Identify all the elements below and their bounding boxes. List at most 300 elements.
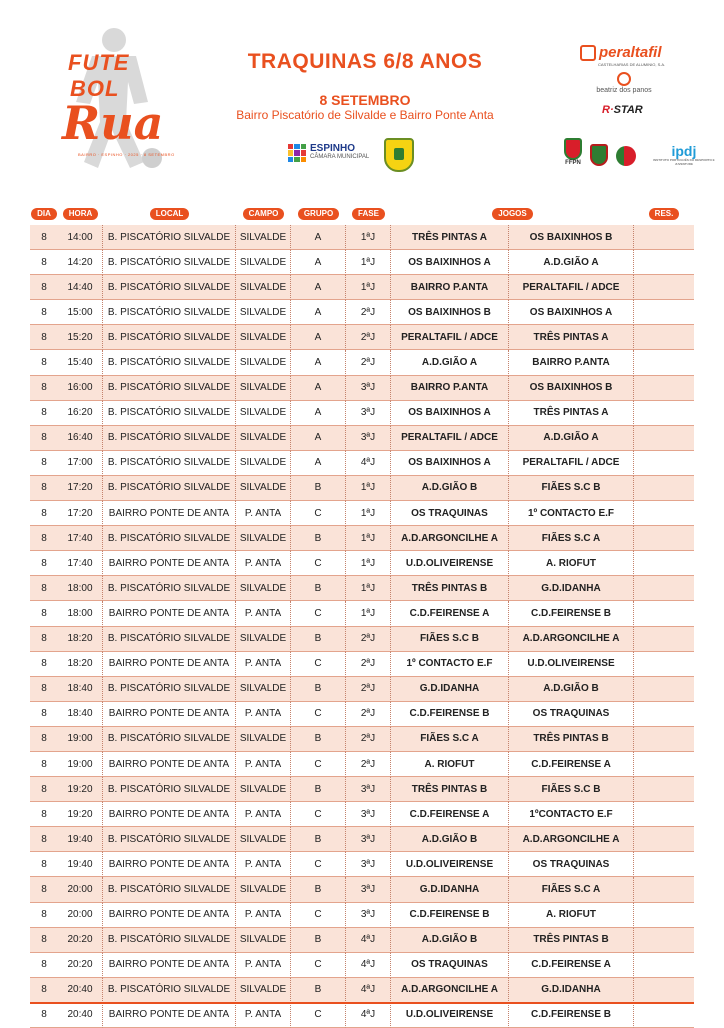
cell-hora: 20:00 <box>58 877 103 902</box>
cell-grupo: A <box>291 300 346 325</box>
cell-campo: SILVALDE <box>236 451 291 476</box>
cell-fase: 4ªJ <box>346 1003 391 1028</box>
cell-grupo: B <box>291 877 346 902</box>
cell-dia: 8 <box>30 426 58 451</box>
fixtures-table <box>30 203 694 1028</box>
cell-dia: 8 <box>30 476 58 501</box>
cell-local: B. PISCATÓRIO SILVALDE <box>103 275 236 300</box>
cell-hora: 14:40 <box>58 275 103 300</box>
cell-local: B. PISCATÓRIO SILVALDE <box>103 677 236 702</box>
cell-fase: 1ªJ <box>346 601 391 626</box>
cell-dia: 8 <box>30 627 58 652</box>
cell-dia: 8 <box>30 300 58 325</box>
cell-dia: 8 <box>30 877 58 902</box>
cell-result <box>634 350 694 375</box>
cell-fase: 2ªJ <box>346 727 391 752</box>
cell-away-team: A. RIOFUT <box>509 903 634 928</box>
cell-result <box>634 225 694 250</box>
cell-home-team: C.D.FEIRENSE A <box>391 601 509 626</box>
cell-fase: 2ªJ <box>346 752 391 777</box>
cell-dia: 8 <box>30 601 58 626</box>
cell-home-team: A.D.ARGONCILHE A <box>391 526 509 551</box>
cell-grupo: C <box>291 501 346 526</box>
cell-grupo: A <box>291 325 346 350</box>
cell-fase: 2ªJ <box>346 627 391 652</box>
cell-campo: P. ANTA <box>236 953 291 978</box>
peraltafil-name: peraltafil <box>599 44 662 61</box>
cell-dia: 8 <box>30 225 58 250</box>
cell-result <box>634 627 694 652</box>
cell-hora: 19:40 <box>58 852 103 877</box>
cell-hora: 18:00 <box>58 601 103 626</box>
cell-hora: 18:20 <box>58 627 103 652</box>
cell-grupo: B <box>291 576 346 601</box>
cell-hora: 15:00 <box>58 300 103 325</box>
cell-home-team: OS TRAQUINAS <box>391 953 509 978</box>
cell-local: BAIRRO PONTE DE ANTA <box>103 1003 236 1028</box>
cell-result <box>634 401 694 426</box>
table-row <box>30 376 694 401</box>
cell-home-team: OS TRAQUINAS <box>391 501 509 526</box>
cell-grupo: C <box>291 1003 346 1028</box>
cell-fase: 2ªJ <box>346 325 391 350</box>
cell-grupo: B <box>291 476 346 501</box>
cell-home-team: U.D.OLIVEIRENSE <box>391 551 509 576</box>
cell-hora: 18:40 <box>58 677 103 702</box>
table-row <box>30 250 694 275</box>
cell-campo: SILVALDE <box>236 300 291 325</box>
cell-home-team: A. RIOFUT <box>391 752 509 777</box>
cell-away-team: BAIRRO P.ANTA <box>509 350 634 375</box>
peraltafil-logo <box>580 44 666 67</box>
cell-grupo: A <box>291 225 346 250</box>
cell-local: B. PISCATÓRIO SILVALDE <box>103 350 236 375</box>
cell-campo: SILVALDE <box>236 426 291 451</box>
cell-campo: SILVALDE <box>236 827 291 852</box>
logo-text-fute: FUTE <box>68 50 130 75</box>
cell-dia: 8 <box>30 325 58 350</box>
cell-grupo: C <box>291 702 346 727</box>
cell-home-team: PERALTAFIL / ADCE <box>391 426 509 451</box>
cell-home-team: A.D.ARGONCILHE A <box>391 978 509 1003</box>
cell-away-team: FIÃES S.C A <box>509 877 634 902</box>
cell-dia: 8 <box>30 978 58 1003</box>
cell-result <box>634 877 694 902</box>
cell-fase: 1ªJ <box>346 250 391 275</box>
cell-away-team: TRÊS PINTAS B <box>509 928 634 953</box>
cell-fase: 4ªJ <box>346 953 391 978</box>
cell-hora: 17:40 <box>58 526 103 551</box>
cell-dia: 8 <box>30 376 58 401</box>
cell-away-team: OS TRAQUINAS <box>509 702 634 727</box>
cell-dia: 8 <box>30 501 58 526</box>
cell-local: BAIRRO PONTE DE ANTA <box>103 702 236 727</box>
cell-result <box>634 300 694 325</box>
cell-away-team: A.D.ARGONCILHE A <box>509 627 634 652</box>
table-row <box>30 551 694 576</box>
cell-local: B. PISCATÓRIO SILVALDE <box>103 401 236 426</box>
cell-home-team: PERALTAFIL / ADCE <box>391 325 509 350</box>
cell-result <box>634 501 694 526</box>
table-row <box>30 877 694 902</box>
cell-away-team: G.D.IDANHA <box>509 576 634 601</box>
cell-dia: 8 <box>30 953 58 978</box>
table-row <box>30 501 694 526</box>
cell-dia: 8 <box>30 576 58 601</box>
cell-grupo: C <box>291 551 346 576</box>
cell-local: B. PISCATÓRIO SILVALDE <box>103 225 236 250</box>
table-row <box>30 652 694 677</box>
cell-local: BAIRRO PONTE DE ANTA <box>103 752 236 777</box>
table-row <box>30 978 694 1003</box>
cell-home-team: OS BAIXINHOS A <box>391 451 509 476</box>
cell-fase: 1ªJ <box>346 275 391 300</box>
cell-hora: 20:40 <box>58 1003 103 1028</box>
cell-home-team: C.D.FEIRENSE A <box>391 802 509 827</box>
espinho-sub: CÂMARA MUNICIPAL <box>310 154 370 160</box>
cell-home-team: OS BAIXINHOS A <box>391 250 509 275</box>
cell-campo: SILVALDE <box>236 727 291 752</box>
logo-subtitle: BAIRRO · ESPINHO · 2025 · 8 SETEMBRO <box>78 152 175 157</box>
cell-home-team: A.D.GIÃO B <box>391 476 509 501</box>
cell-result <box>634 928 694 953</box>
cell-result <box>634 827 694 852</box>
cell-local: BAIRRO PONTE DE ANTA <box>103 601 236 626</box>
espinho-grid-icon <box>288 144 306 162</box>
cell-hora: 16:20 <box>58 401 103 426</box>
cell-dia: 8 <box>30 727 58 752</box>
cell-result <box>634 677 694 702</box>
table-row <box>30 1003 694 1028</box>
cell-local: B. PISCATÓRIO SILVALDE <box>103 777 236 802</box>
cell-dia: 8 <box>30 903 58 928</box>
cell-grupo: C <box>291 953 346 978</box>
cell-local: BAIRRO PONTE DE ANTA <box>103 903 236 928</box>
table-row <box>30 476 694 501</box>
cell-local: B. PISCATÓRIO SILVALDE <box>103 451 236 476</box>
cell-result <box>634 978 694 1003</box>
cell-grupo: A <box>291 350 346 375</box>
cell-fase: 3ªJ <box>346 827 391 852</box>
cell-dia: 8 <box>30 702 58 727</box>
cell-home-team: U.D.OLIVEIRENSE <box>391 1003 509 1028</box>
cell-local: B. PISCATÓRIO SILVALDE <box>103 877 236 902</box>
cell-result <box>634 652 694 677</box>
cell-away-team: FIÃES S.C B <box>509 777 634 802</box>
cell-result <box>634 426 694 451</box>
cell-grupo: B <box>291 526 346 551</box>
cell-result <box>634 752 694 777</box>
cell-campo: P. ANTA <box>236 551 291 576</box>
cell-away-team: FIÃES S.C B <box>509 476 634 501</box>
cell-hora: 15:20 <box>58 325 103 350</box>
table-row <box>30 752 694 777</box>
cell-campo: P. ANTA <box>236 802 291 827</box>
table-row <box>30 350 694 375</box>
cell-result <box>634 476 694 501</box>
cell-fase: 2ªJ <box>346 677 391 702</box>
cell-campo: SILVALDE <box>236 476 291 501</box>
cell-result <box>634 953 694 978</box>
cell-hora: 14:20 <box>58 250 103 275</box>
cell-away-team: A. RIOFUT <box>509 551 634 576</box>
cell-dia: 8 <box>30 350 58 375</box>
table-row <box>30 401 694 426</box>
futebol-rua-logo <box>40 22 195 172</box>
cell-home-team: FIÃES S.C A <box>391 727 509 752</box>
cell-campo: SILVALDE <box>236 677 291 702</box>
cell-home-team: OS BAIXINHOS B <box>391 300 509 325</box>
cell-away-team: A.D.ARGONCILHE A <box>509 827 634 852</box>
cell-grupo: B <box>291 978 346 1003</box>
cell-campo: P. ANTA <box>236 1003 291 1028</box>
cell-local: B. PISCATÓRIO SILVALDE <box>103 325 236 350</box>
cell-away-team: PERALTAFIL / ADCE <box>509 451 634 476</box>
espinho-logo <box>288 144 369 162</box>
cell-grupo: A <box>291 250 346 275</box>
cell-campo: SILVALDE <box>236 250 291 275</box>
cell-grupo: A <box>291 426 346 451</box>
cell-away-team: G.D.IDANHA <box>509 978 634 1003</box>
cell-local: BAIRRO PONTE DE ANTA <box>103 802 236 827</box>
col-dia: DIA <box>31 208 57 220</box>
cell-fase: 3ªJ <box>346 802 391 827</box>
cell-dia: 8 <box>30 677 58 702</box>
cell-campo: SILVALDE <box>236 275 291 300</box>
cell-away-team: U.D.OLIVEIRENSE <box>509 652 634 677</box>
cell-local: BAIRRO PONTE DE ANTA <box>103 652 236 677</box>
cell-away-team: OS BAIXINHOS A <box>509 300 634 325</box>
cell-result <box>634 250 694 275</box>
cell-campo: P. ANTA <box>236 752 291 777</box>
cell-home-team: FIÃES S.C B <box>391 627 509 652</box>
cell-grupo: C <box>291 652 346 677</box>
cell-result <box>634 903 694 928</box>
cell-away-team: C.D.FEIRENSE A <box>509 752 634 777</box>
cell-hora: 16:00 <box>58 376 103 401</box>
club-crest-icon <box>590 144 608 166</box>
table-row <box>30 426 694 451</box>
cell-away-team: 1ºCONTACTO E.F <box>509 802 634 827</box>
cell-fase: 1ªJ <box>346 476 391 501</box>
cell-grupo: A <box>291 275 346 300</box>
cell-away-team: TRÊS PINTAS B <box>509 727 634 752</box>
cell-local: B. PISCATÓRIO SILVALDE <box>103 928 236 953</box>
cell-hora: 20:20 <box>58 928 103 953</box>
ffpn-label: FFPN <box>565 160 581 166</box>
espinho-name: ESPINHO <box>310 143 356 154</box>
cell-fase: 3ªJ <box>346 376 391 401</box>
cell-local: BAIRRO PONTE DE ANTA <box>103 551 236 576</box>
cell-local: B. PISCATÓRIO SILVALDE <box>103 426 236 451</box>
table-row <box>30 225 694 250</box>
cell-result <box>634 777 694 802</box>
cell-away-team: FIÃES S.C A <box>509 526 634 551</box>
cell-grupo: C <box>291 752 346 777</box>
table-row <box>30 601 694 626</box>
cell-away-team: A.D.GIÃO B <box>509 677 634 702</box>
cell-fase: 1ªJ <box>346 501 391 526</box>
cell-hora: 17:20 <box>58 501 103 526</box>
cell-hora: 17:00 <box>58 451 103 476</box>
cell-away-team: PERALTAFIL / ADCE <box>509 275 634 300</box>
cell-fase: 3ªJ <box>346 426 391 451</box>
table-row <box>30 275 694 300</box>
cell-fase: 1ªJ <box>346 551 391 576</box>
logo-text-rua: Rua <box>62 96 164 150</box>
col-local: LOCAL <box>150 208 190 220</box>
cell-hora: 19:20 <box>58 777 103 802</box>
cell-fase: 4ªJ <box>346 451 391 476</box>
cell-hora: 20:20 <box>58 953 103 978</box>
cell-fase: 4ªJ <box>346 928 391 953</box>
cell-campo: SILVALDE <box>236 777 291 802</box>
cell-hora: 17:20 <box>58 476 103 501</box>
cell-dia: 8 <box>30 802 58 827</box>
col-res: RES. <box>649 208 680 220</box>
table-row <box>30 576 694 601</box>
ipdj-logo <box>644 144 724 166</box>
cell-dia: 8 <box>30 777 58 802</box>
cell-local: BAIRRO PONTE DE ANTA <box>103 953 236 978</box>
table-row <box>30 451 694 476</box>
cell-dia: 8 <box>30 928 58 953</box>
cell-campo: SILVALDE <box>236 225 291 250</box>
cell-fase: 3ªJ <box>346 852 391 877</box>
cell-hora: 15:40 <box>58 350 103 375</box>
cell-grupo: B <box>291 827 346 852</box>
rstar-prefix: R <box>602 104 610 116</box>
cell-result <box>634 576 694 601</box>
ffpn-crest-icon <box>564 138 582 160</box>
cell-home-team: C.D.FEIRENSE B <box>391 903 509 928</box>
cell-away-team: OS BAIXINHOS B <box>509 376 634 401</box>
cell-away-team: TRÊS PINTAS A <box>509 401 634 426</box>
cell-result <box>634 551 694 576</box>
cell-grupo: B <box>291 928 346 953</box>
logo-text-bol: BOL <box>70 76 120 101</box>
poster-header <box>0 0 724 200</box>
cell-fase: 1ªJ <box>346 225 391 250</box>
cell-campo: SILVALDE <box>236 526 291 551</box>
cell-local: B. PISCATÓRIO SILVALDE <box>103 627 236 652</box>
cell-campo: P. ANTA <box>236 903 291 928</box>
cell-result <box>634 852 694 877</box>
cell-result <box>634 727 694 752</box>
cell-fase: 3ªJ <box>346 877 391 902</box>
cell-home-team: A.D.GIÃO A <box>391 350 509 375</box>
cell-campo: SILVALDE <box>236 325 291 350</box>
cell-away-team: C.D.FEIRENSE B <box>509 1003 634 1028</box>
event-venue: Bairro Piscatório de Silvalde e Bairro Ponte Anta <box>236 108 494 122</box>
beatriz-b-icon <box>617 72 631 86</box>
cell-local: B. PISCATÓRIO SILVALDE <box>103 300 236 325</box>
table-row <box>30 526 694 551</box>
cell-fase: 1ªJ <box>346 526 391 551</box>
cell-campo: P. ANTA <box>236 652 291 677</box>
cell-result <box>634 1003 694 1028</box>
cell-result <box>634 702 694 727</box>
cell-local: B. PISCATÓRIO SILVALDE <box>103 827 236 852</box>
cell-grupo: C <box>291 601 346 626</box>
cell-home-team: TRÊS PINTAS B <box>391 777 509 802</box>
cell-hora: 14:00 <box>58 225 103 250</box>
cell-grupo: C <box>291 802 346 827</box>
table-row <box>30 325 694 350</box>
cell-home-team: TRÊS PINTAS B <box>391 576 509 601</box>
cell-home-team: C.D.FEIRENSE B <box>391 702 509 727</box>
table-row <box>30 300 694 325</box>
cell-home-team: BAIRRO P.ANTA <box>391 376 509 401</box>
cell-campo: SILVALDE <box>236 376 291 401</box>
cell-grupo: C <box>291 852 346 877</box>
rstar-logo: R·STAR <box>602 104 643 116</box>
table-row <box>30 827 694 852</box>
cell-hora: 19:20 <box>58 802 103 827</box>
cell-result <box>634 325 694 350</box>
cell-dia: 8 <box>30 652 58 677</box>
cell-fase: 4ªJ <box>346 978 391 1003</box>
cell-away-team: C.D.FEIRENSE A <box>509 953 634 978</box>
cell-hora: 16:40 <box>58 426 103 451</box>
cell-fase: 3ªJ <box>346 903 391 928</box>
cell-campo: SILVALDE <box>236 627 291 652</box>
cell-away-team: 1º CONTACTO E.F <box>509 501 634 526</box>
cell-local: B. PISCATÓRIO SILVALDE <box>103 978 236 1003</box>
cell-result <box>634 451 694 476</box>
cell-grupo: B <box>291 677 346 702</box>
cell-dia: 8 <box>30 451 58 476</box>
cell-fase: 3ªJ <box>346 777 391 802</box>
cell-result <box>634 526 694 551</box>
beatriz-name: beatriz dos panos <box>596 87 652 94</box>
cell-home-team: U.D.OLIVEIRENSE <box>391 852 509 877</box>
cell-hora: 18:20 <box>58 652 103 677</box>
cell-campo: SILVALDE <box>236 576 291 601</box>
cell-home-team: A.D.GIÃO B <box>391 928 509 953</box>
cell-local: B. PISCATÓRIO SILVALDE <box>103 526 236 551</box>
table-header-row <box>30 203 694 225</box>
portugal-emblem-icon <box>616 146 636 166</box>
cell-hora: 20:00 <box>58 903 103 928</box>
cell-away-team: C.D.FEIRENSE B <box>509 601 634 626</box>
cell-result <box>634 601 694 626</box>
cell-local: B. PISCATÓRIO SILVALDE <box>103 476 236 501</box>
cell-fase: 2ªJ <box>346 350 391 375</box>
cell-fase: 2ªJ <box>346 652 391 677</box>
cell-grupo: C <box>291 903 346 928</box>
ipdj-sub: INSTITUTO PORTUGUÊS DO DESPORTO E JUVENTUDE <box>653 158 715 166</box>
cell-result <box>634 376 694 401</box>
cell-fase: 3ªJ <box>346 401 391 426</box>
cell-campo: SILVALDE <box>236 978 291 1003</box>
cell-hora: 19:00 <box>58 752 103 777</box>
cell-home-team: 1º CONTACTO E.F <box>391 652 509 677</box>
cell-hora: 19:00 <box>58 727 103 752</box>
cell-hora: 18:00 <box>58 576 103 601</box>
beatriz-logo <box>594 72 654 94</box>
cell-local: BAIRRO PONTE DE ANTA <box>103 501 236 526</box>
cell-away-team: OS BAIXINHOS B <box>509 225 634 250</box>
cell-grupo: B <box>291 727 346 752</box>
table-row <box>30 953 694 978</box>
cell-hora: 17:40 <box>58 551 103 576</box>
cell-grupo: A <box>291 451 346 476</box>
cell-grupo: A <box>291 401 346 426</box>
cell-grupo: A <box>291 376 346 401</box>
table-row <box>30 677 694 702</box>
cell-away-team: A.D.GIÃO A <box>509 250 634 275</box>
